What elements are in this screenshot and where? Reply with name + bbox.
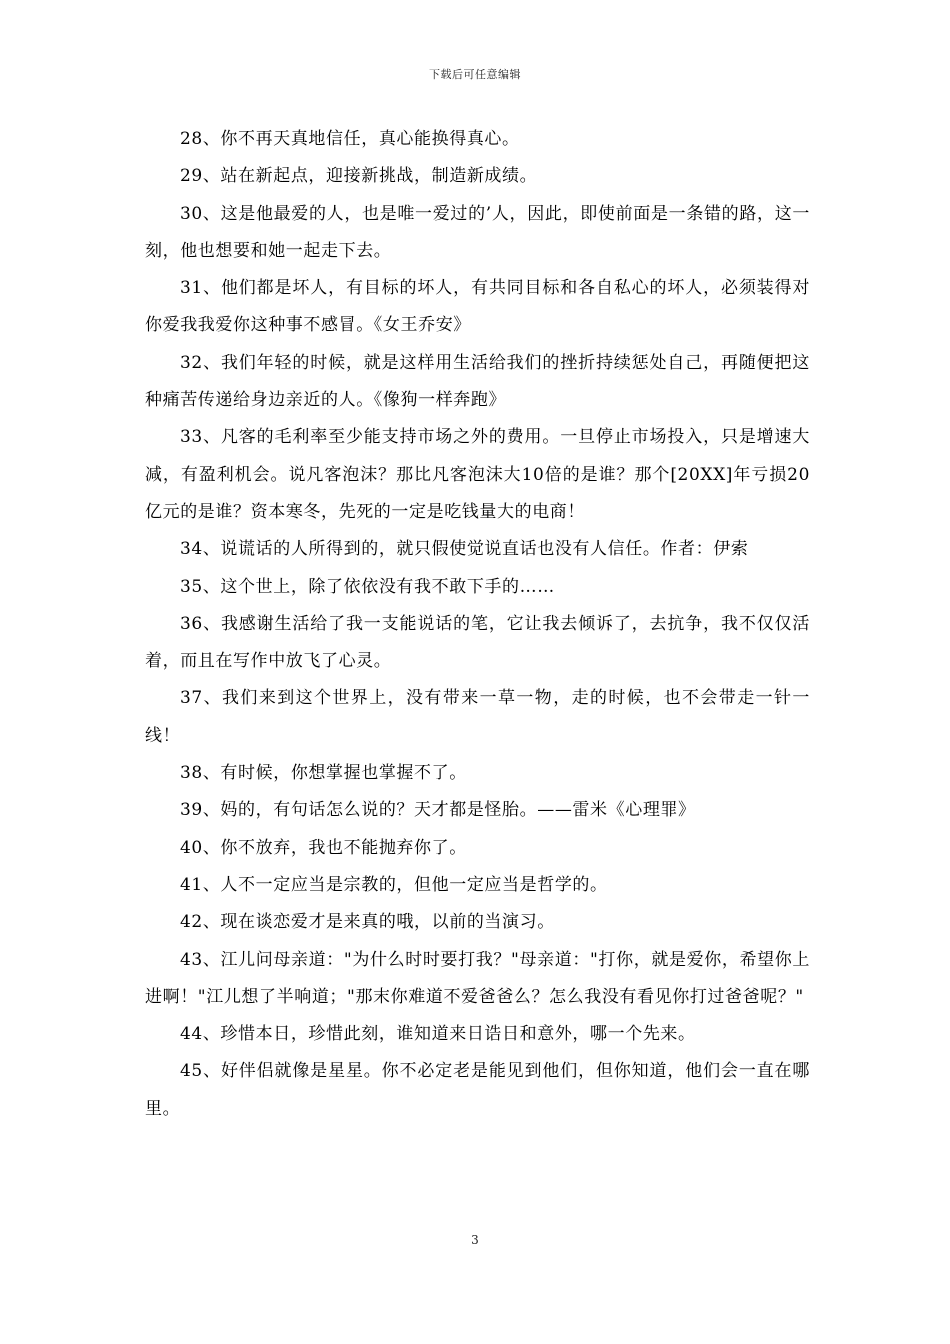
page-header: 下载后可任意编辑 (429, 68, 521, 81)
paragraph-30: 30、这是他最爱的人，也是唯一爱过的’人，因此，即使前面是一条错的路，这一刻，他也想要和她一起走下去。 (145, 203, 810, 261)
paragraph-28: 28、你不再天真地信任，真心能换得真心。 (180, 129, 520, 149)
paragraph-34: 34、说谎话的人所得到的，就只假使觉说直话也没有人信任。作者：伊索 (180, 539, 749, 560)
page-number: 3 (471, 1233, 479, 1247)
paragraph-37: 37、我们来到这个世界上，没有带来一草一物，走的时候，也不会带走一针一线！ (145, 688, 810, 746)
paragraph-31: 31、他们都是坏人，有目标的坏人，有共同目标和各自私心的坏人，必须装得对你爱我我爱你这种事不感冒。《女王乔安》 (145, 278, 810, 336)
paragraph-41: 41、人不一定应当是宗教的，但他一定应当是哲学的。 (180, 874, 608, 895)
paragraph-33: 33、凡客的毛利率至少能支持市场之外的费用。一旦停止市场投入，只是增速大减，有盈利机会。说凡客泡沫？那比凡客泡沫大10倍的是谁？那个[20XX]年亏损20亿元的是谁？资本寒冬，先死的一定是吃钱量大的电商！ (145, 427, 810, 522)
paragraph-39: 39、妈的，有句话怎么说的？天才都是怪胎。——雷米《心理罪》 (180, 800, 696, 821)
paragraph-42: 42、现在谈恋爱才是来真的哦，以前的当演习。 (180, 912, 555, 933)
paragraph-38: 38、有时候，你想掌握也掌握不了。 (180, 763, 467, 784)
paragraph-35: 35、这个世上，除了依依没有我不敢下手的…… (180, 576, 555, 597)
paragraph-43: 43、江儿问母亲道："为什么时时要打我？"母亲道："打你，就是爱你，希望你上进啊！"江儿想了半响道；"那末你难道不爱爸爸么？怎么我没有看见你打过爸爸呢？" (145, 949, 810, 1007)
paragraph-44: 44、珍惜本日，珍惜此刻，谁知道来日诰日和意外，哪一个先来。 (180, 1024, 696, 1045)
paragraph-32: 32、我们年轻的时候，就是这样用生活给我们的挫折持续惩处自己，再随便把这种痛苦传递给身边亲近的人。《像狗一样奔跑》 (145, 352, 810, 411)
paragraph-45: 45、好伴侣就像是星星。你不必定老是能见到他们，但你知道，他们会一直在哪里。 (145, 1061, 810, 1119)
paragraph-36: 36、我感谢生活给了我一支能说话的笔，它让我去倾诉了，去抗争，我不仅仅活着，而且在写作中放飞了心灵。 (145, 613, 810, 672)
paragraph-40: 40、你不放弃，我也不能抛弃你了。 (180, 837, 467, 858)
document-body (145, 121, 810, 1128)
paragraph-29: 29、站在新起点，迎接新挑战，制造新成绩。 (180, 166, 538, 187)
